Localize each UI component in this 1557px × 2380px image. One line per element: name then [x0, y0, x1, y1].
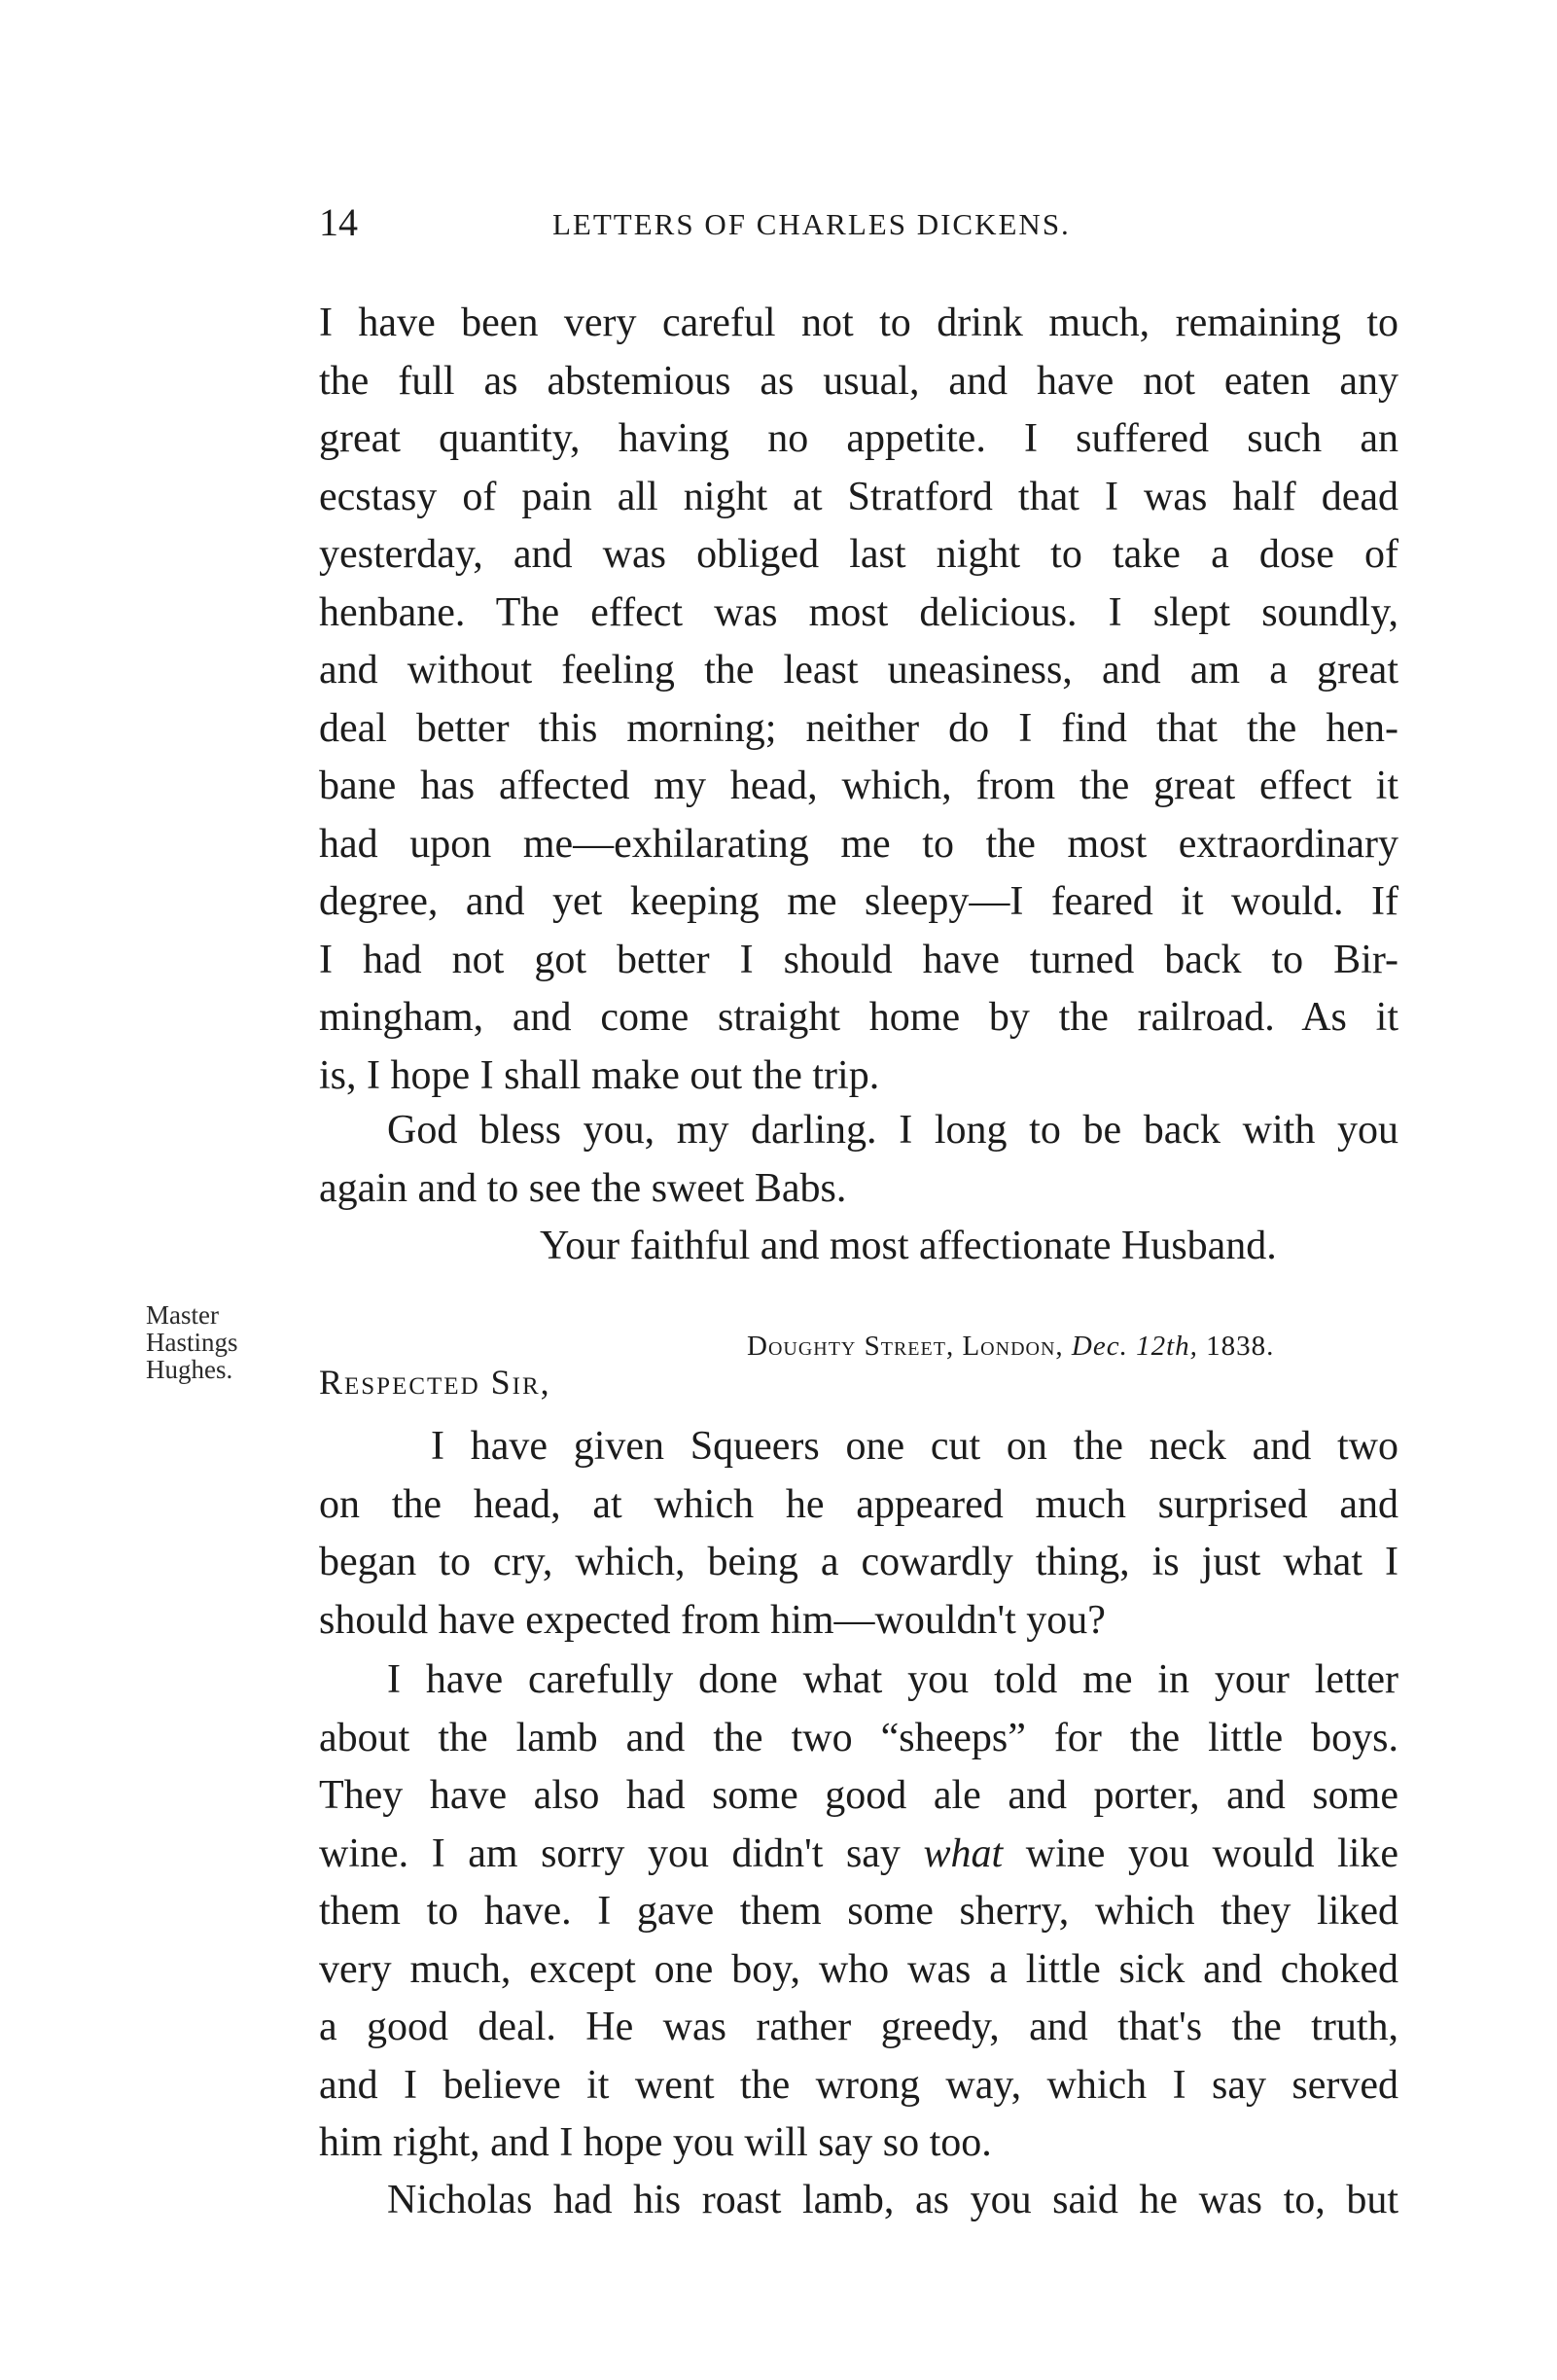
text-line: deal better this morning; neither do I find that the hen-: [319, 705, 1398, 751]
text-line: on the head, at which he appeared much surprised and: [319, 1481, 1398, 1527]
page-number: 14: [319, 200, 358, 244]
margin-note-line: Hastings: [146, 1328, 238, 1357]
text-line: yesterday, and was obliged last night to take a dose of: [319, 532, 1398, 577]
letter1-paragraph-1: [319, 295, 1398, 1105]
text-line: I had not got better I should have turned back to Bir-: [319, 937, 1398, 982]
text-line: degree, and yet keeping me sleepy—I feared it would. If: [319, 879, 1398, 924]
text-segment: wine you would like: [1025, 1830, 1399, 1876]
running-title: LETTERS OF CHARLES DICKENS.: [552, 207, 1071, 241]
margin-note-line: Master: [146, 1300, 219, 1330]
dateline-date: Dec. 12th,: [1071, 1331, 1198, 1362]
letter2-salutation: Respected Sir,: [319, 1363, 551, 1402]
dateline-year: 1838.: [1206, 1331, 1275, 1362]
text-line: is, I hope I shall make out the trip.: [319, 1052, 880, 1098]
text-line: I have carefully done what you told me in your letter: [387, 1657, 1398, 1702]
text-line: began to cry, which, being a cowardly thing, is just what I: [319, 1540, 1398, 1584]
letter2-paragraph-2: [319, 1652, 1398, 2173]
text-line: them to have. I gave them some sherry, which they liked: [319, 1889, 1398, 1934]
text-line: bane has affected my head, which, from the great effect it: [319, 764, 1398, 808]
margin-note-line: Hughes.: [146, 1355, 233, 1384]
running-head: [319, 199, 1398, 258]
text-line: God bless you, my darling. I long to be back with you: [387, 1108, 1398, 1153]
italic-word: what: [923, 1830, 1004, 1876]
letter2-paragraph-3: [319, 2172, 1398, 2230]
text-line: great quantity, having no appetite. I suffered such an: [319, 416, 1398, 461]
margin-note-recipient: [146, 1301, 238, 1383]
text-line: and without feeling the least uneasiness, and am a great: [319, 648, 1398, 693]
text-line: They have also had some good ale and porter, and some: [319, 1773, 1398, 1818]
text-line: and I believe it went the wrong way, which I say served: [319, 2062, 1398, 2108]
letter1-signoff: Your faithful and most affectionate Husband.: [540, 1224, 1277, 1268]
text-line: mingham, and come straight home by the railroad. As it: [319, 995, 1398, 1040]
text-line: again and to see the sweet Babs.: [319, 1165, 847, 1211]
text-line: I have been very careful not to drink much, remaining to: [319, 301, 1398, 345]
text-line: very much, except one boy, who was a little sick and choked: [319, 1946, 1398, 1992]
text-line-with-italic: [319, 1826, 1398, 1884]
text-line: about the lamb and the two “sheeps” for the little boys.: [319, 1715, 1398, 1760]
text-line: should have expected from him—wouldn't you?: [319, 1597, 1106, 1643]
letter2-dateline: [747, 1331, 1274, 1363]
text-line: henbane. The effect was most delicious. I slept soundly,: [319, 589, 1398, 635]
text-line: ecstasy of pain all night at Stratford that I was half dead: [319, 474, 1398, 519]
letter1-paragraph-2: [319, 1102, 1398, 1218]
letter2-paragraph-1: [319, 1418, 1398, 1650]
dateline-address: Doughty Street, London,: [747, 1331, 1064, 1362]
text-line: a good deal. He was rather greedy, and that's the truth,: [319, 2005, 1398, 2049]
text-line: I have given Squeers one cut on the neck and two: [431, 1424, 1398, 1469]
text-line: the full as abstemious as usual, and have not eaten any: [319, 358, 1398, 404]
text-line: him right, and I hope you will say so too.: [319, 2120, 992, 2165]
text-line: Nicholas had his roast lamb, as you said he was to, but: [387, 2178, 1398, 2222]
text-segment: wine. I am sorry you didn't say: [319, 1830, 901, 1876]
text-line: had upon me—exhilarating me to the most extraordinary: [319, 821, 1398, 867]
